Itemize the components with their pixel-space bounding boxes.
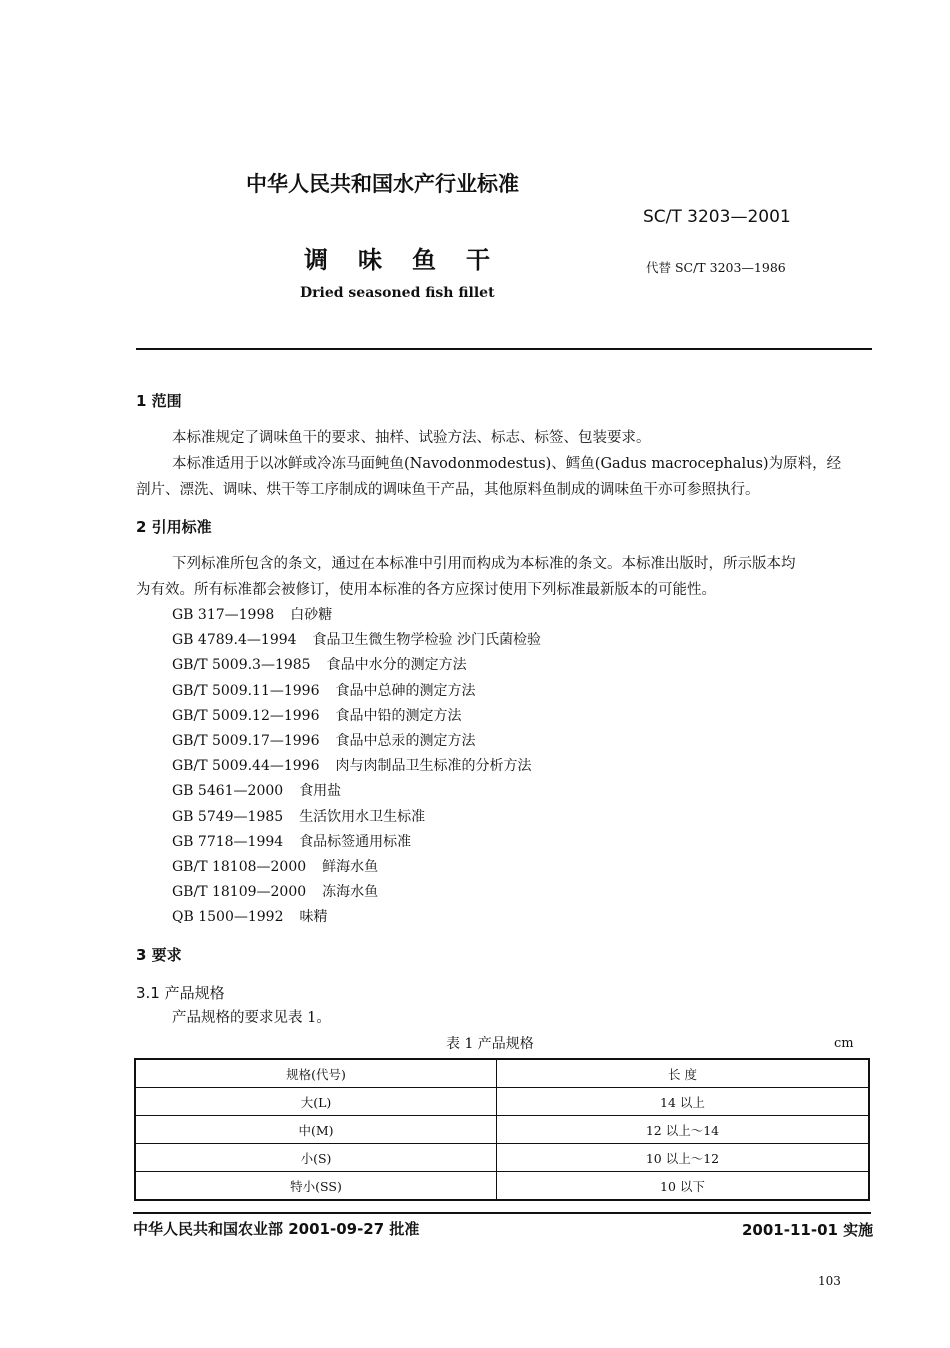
reference-item bbox=[172, 604, 332, 624]
table-header-row bbox=[135, 1059, 869, 1088]
footer-divider bbox=[133, 1212, 871, 1214]
table-header-cell: 规格(代号) bbox=[135, 1059, 497, 1088]
table-row bbox=[135, 1172, 869, 1201]
reference-item bbox=[172, 881, 378, 901]
section-1-heading: 1 范围 bbox=[136, 392, 182, 410]
section-1-paragraph-2-line-1: 本标准适用于以冰鲜或冷冻马面鲀鱼(Navodonmodestus)、鳕鱼(Gadus macrocephalus)为原料，经 bbox=[172, 456, 842, 472]
page-number: 103 bbox=[818, 1274, 841, 1288]
english-title: Dried seasoned fish fillet bbox=[300, 285, 495, 301]
reference-item bbox=[172, 680, 476, 700]
reference-title: 食品中铅的测定方法 bbox=[335, 707, 462, 724]
reference-item bbox=[172, 755, 532, 775]
reference-code: GB 317—1998 bbox=[172, 607, 275, 623]
standard-number: SC/T 3203—2001 bbox=[643, 207, 791, 227]
table-cell: 14 以上 bbox=[497, 1088, 870, 1116]
reference-title: 食品中总汞的测定方法 bbox=[335, 733, 476, 749]
table-unit: cm bbox=[834, 1036, 854, 1051]
publisher-title: 中华人民共和国水产行业标准 bbox=[246, 172, 519, 196]
reference-code: GB/T 5009.3—1985 bbox=[172, 657, 311, 674]
section-2-paragraph-line-1: 下列标准所包含的条文，通过在本标准中引用而构成为本标准的条文。本标准出版时，所示版本均 bbox=[172, 556, 796, 572]
reference-item bbox=[172, 730, 476, 750]
reference-item bbox=[172, 705, 462, 725]
reference-code: GB/T 5009.11—1996 bbox=[172, 682, 320, 699]
reference-code: GB 5749—1985 bbox=[172, 808, 284, 825]
reference-code: GB 7718—1994 bbox=[172, 833, 284, 850]
table-header-cell: 长 度 bbox=[497, 1059, 870, 1088]
table-cell: 特小(SS) bbox=[135, 1172, 497, 1201]
replaces-standard: 代替 SC/T 3203—1986 bbox=[646, 260, 786, 275]
reference-code: GB 5461—2000 bbox=[172, 783, 284, 800]
table-row bbox=[135, 1088, 869, 1116]
reference-code: GB/T 5009.44—1996 bbox=[172, 758, 320, 775]
document-title: 调味鱼干 bbox=[304, 246, 520, 274]
reference-title: 冻海水鱼 bbox=[322, 884, 379, 901]
reference-item bbox=[172, 856, 378, 876]
reference-code: GB/T 18108—2000 bbox=[172, 859, 307, 875]
reference-item bbox=[172, 906, 327, 926]
table-cell: 大(L) bbox=[135, 1088, 497, 1116]
table-row bbox=[135, 1144, 869, 1172]
reference-title: 鲜海水鱼 bbox=[322, 859, 379, 875]
section-2-paragraph-line-2: 为有效。所有标准都会被修订，使用本标准的各方应探讨使用下列标准最新版本的可能性。 bbox=[136, 582, 716, 598]
reference-item bbox=[172, 780, 341, 800]
header-divider bbox=[136, 348, 872, 350]
section-3-1-heading: 3.1 产品规格 bbox=[136, 984, 225, 1002]
reference-title: 味精 bbox=[299, 909, 328, 926]
reference-code: GB/T 18109—2000 bbox=[172, 884, 307, 901]
table-cell: 12 以上～14 bbox=[497, 1116, 870, 1144]
table-caption: 表 1 产品规格 bbox=[446, 1036, 534, 1052]
reference-title: 食品卫生微生物学检验 沙门氏菌检验 bbox=[312, 632, 541, 649]
product-spec-table bbox=[134, 1058, 870, 1201]
reference-code: GB/T 5009.17—1996 bbox=[172, 733, 320, 749]
reference-item bbox=[172, 831, 411, 851]
section-1-paragraph-2-line-2: 剖片、漂洗、调味、烘干等工序制成的调味鱼干产品，其他原料鱼制成的调味鱼干亦可参照执行。 bbox=[136, 482, 760, 498]
reference-code: GB 4789.4—1994 bbox=[172, 632, 297, 649]
reference-item bbox=[172, 629, 541, 649]
approval-line: 中华人民共和国农业部 2001-09-27 批准 bbox=[133, 1220, 420, 1238]
reference-title: 生活饮用水卫生标准 bbox=[299, 808, 426, 825]
section-2-heading: 2 引用标准 bbox=[136, 518, 212, 536]
reference-title: 白砂糖 bbox=[290, 607, 333, 623]
implementation-date: 2001-11-01 实施 bbox=[742, 1221, 874, 1239]
section-3-heading: 3 要求 bbox=[136, 946, 182, 964]
reference-title: 食品中水分的测定方法 bbox=[326, 657, 467, 674]
section-1-paragraph-1: 本标准规定了调味鱼干的要求、抽样、试验方法、标志、标签、包装要求。 bbox=[172, 430, 651, 446]
reference-code: GB/T 5009.12—1996 bbox=[172, 707, 320, 724]
table-row bbox=[135, 1116, 869, 1144]
reference-code: QB 1500—1992 bbox=[172, 909, 284, 926]
table-cell: 10 以上～12 bbox=[497, 1144, 870, 1172]
reference-title: 食用盐 bbox=[299, 783, 342, 800]
section-3-1-paragraph: 产品规格的要求见表 1。 bbox=[172, 1010, 331, 1026]
reference-item bbox=[172, 806, 425, 826]
reference-title: 食品标签通用标准 bbox=[299, 833, 412, 850]
table-cell: 中(M) bbox=[135, 1116, 497, 1144]
reference-title: 肉与肉制品卫生标准的分析方法 bbox=[335, 758, 532, 775]
table-cell: 10 以下 bbox=[497, 1172, 870, 1201]
reference-item bbox=[172, 654, 467, 674]
reference-title: 食品中总砷的测定方法 bbox=[335, 682, 476, 699]
table-cell: 小(S) bbox=[135, 1144, 497, 1172]
